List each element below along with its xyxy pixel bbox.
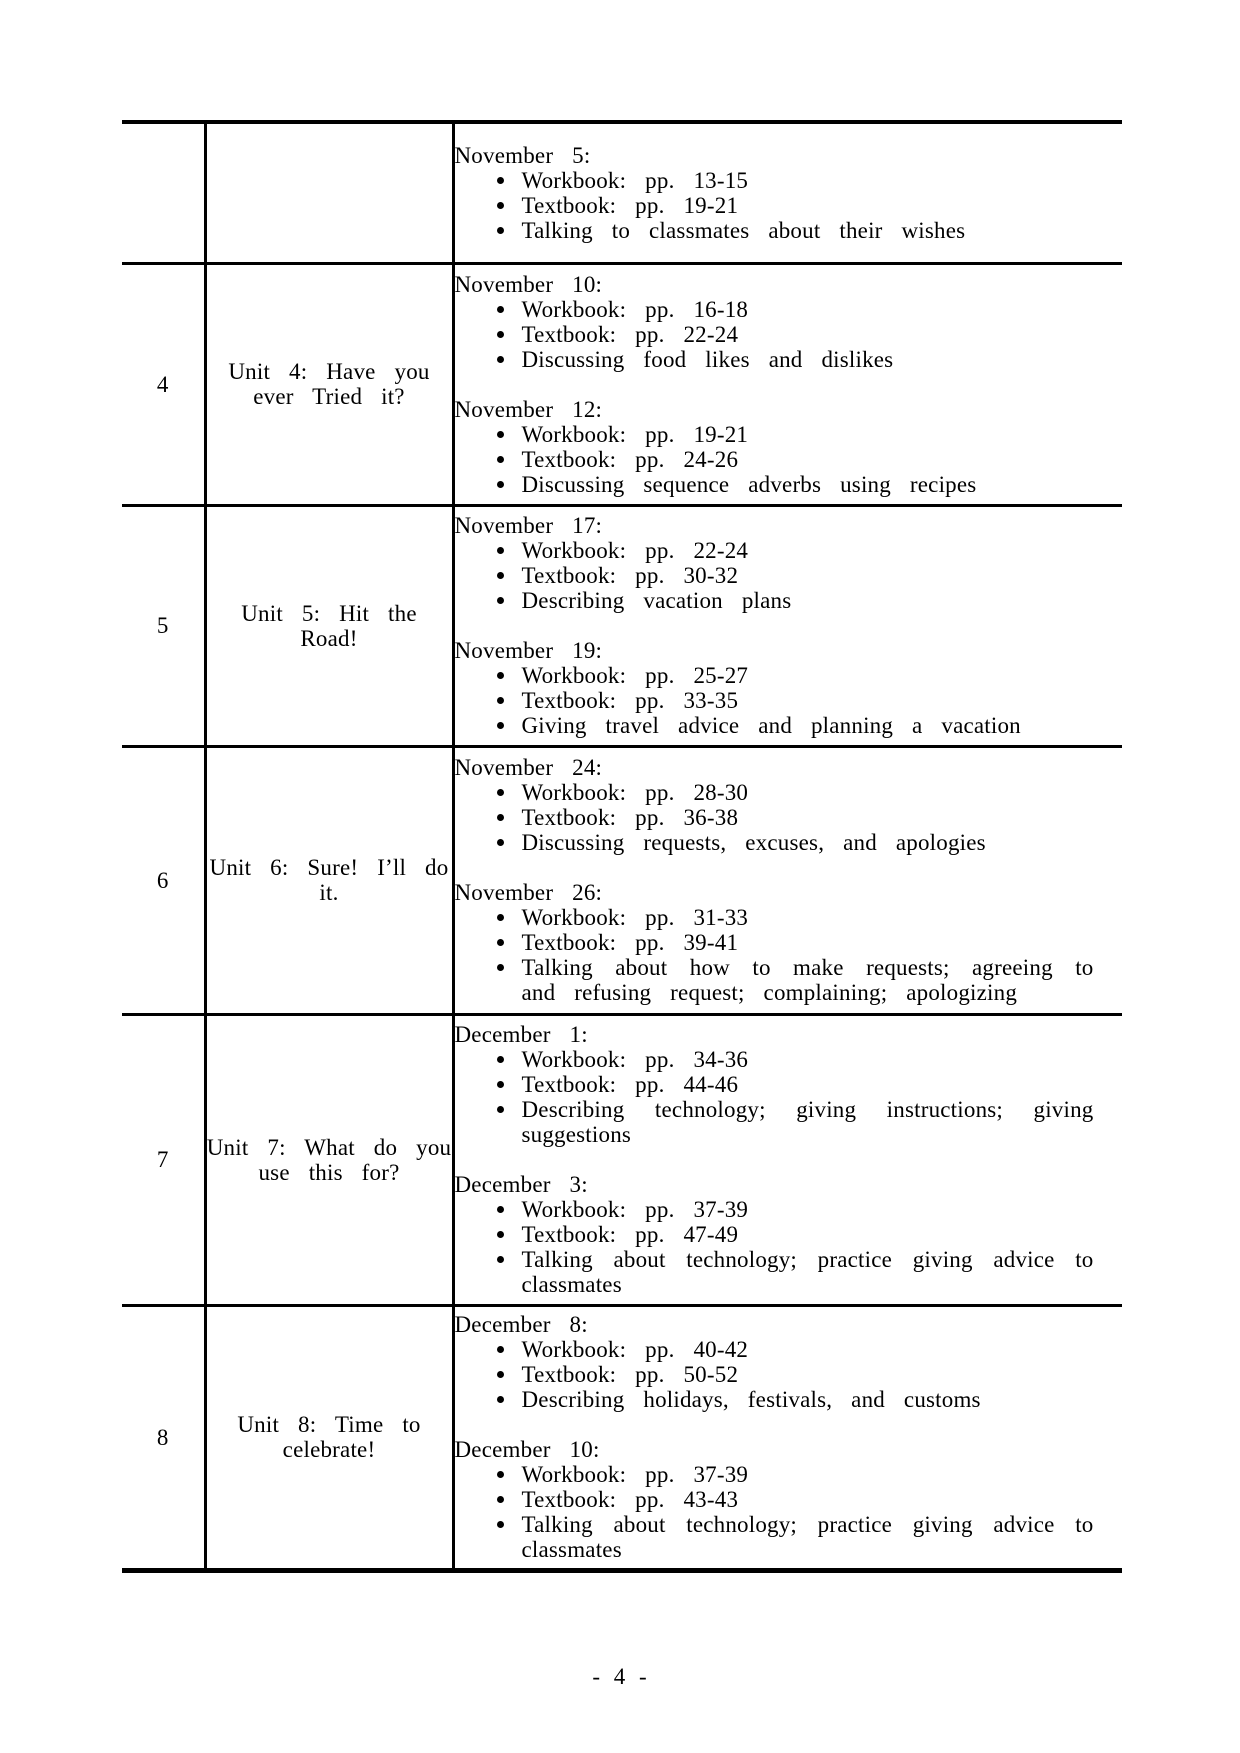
session-item: Workbook: pp. 16-18 [522, 297, 1094, 322]
session-block [455, 1172, 1123, 1297]
session-item-list [455, 422, 1123, 497]
week-number-cell: 4 [122, 263, 205, 505]
session-item-list [455, 905, 1123, 1005]
session-date: November 5: [454, 142, 591, 168]
session-date: December 3: [454, 1172, 588, 1197]
daily-plan-cell [453, 746, 1122, 1014]
session-item: Describing holidays, festivals, and customs [522, 1387, 1094, 1412]
session-item: Describing technology; giving instructions; giving suggestions [521, 1097, 1094, 1147]
session-block [455, 143, 1123, 243]
session-item: Textbook: pp. 36-38 [522, 805, 1094, 830]
session-date: December 8: [454, 1312, 588, 1337]
week-number-cell: 6 [122, 746, 205, 1014]
session-item: Textbook: pp. 22-24 [522, 322, 1094, 347]
session-date: November 12: [454, 396, 603, 422]
session-item: Describing vacation plans [522, 588, 1094, 613]
session-item: Talking about technology; practice giving advice to classmates [521, 1512, 1094, 1562]
daily-plan-cell [453, 263, 1122, 505]
session-item-list [455, 663, 1123, 738]
session-block [455, 272, 1123, 372]
session-item: Talking about technology; practice giving advice to classmates [521, 1247, 1094, 1297]
session-item: Workbook: pp. 22-24 [522, 538, 1094, 563]
session-item-list [455, 538, 1123, 613]
session-item: Textbook: pp. 24-26 [522, 447, 1094, 472]
table-row [122, 1305, 1122, 1570]
session-block [455, 755, 1123, 855]
session-item: Textbook: pp. 30-32 [522, 563, 1094, 588]
page-number: - 4 - [592, 1664, 648, 1689]
session-item: Workbook: pp. 40-42 [522, 1337, 1094, 1362]
session-date: November 26: [454, 880, 603, 905]
session-item: Workbook: pp. 25-27 [522, 663, 1094, 688]
session-date: November 10: [454, 271, 603, 297]
week-number-cell: 7 [122, 1014, 205, 1305]
session-item: Textbook: pp. 44-46 [522, 1072, 1094, 1097]
session-item: Textbook: pp. 47-49 [522, 1222, 1094, 1247]
unit-title-cell: Unit 4: Have you ever Tried it? [205, 263, 453, 505]
session-item-list [455, 1337, 1123, 1412]
session-item: Textbook: pp. 33-35 [522, 688, 1094, 713]
table-row [122, 1014, 1122, 1305]
daily-plan-cell [453, 1014, 1122, 1305]
session-item: Textbook: pp. 19-21 [522, 193, 1094, 218]
session-item: Workbook: pp. 19-21 [522, 422, 1094, 447]
session-item-list [455, 1462, 1123, 1562]
unit-title-cell: Unit 6: Sure! I’ll do it. [205, 746, 453, 1014]
session-date: November 24: [454, 755, 603, 780]
table-row [122, 122, 1122, 263]
session-block [455, 397, 1123, 497]
unit-title-cell: Unit 8: Time to celebrate! [205, 1305, 453, 1570]
table-row [122, 505, 1122, 746]
week-number-cell: 8 [122, 1305, 205, 1570]
unit-title-cell: Unit 5: Hit the Road! [205, 505, 453, 746]
session-item: Talking about how to make requests; agreeing to and refusing request; complaining; apologizing [521, 955, 1094, 1005]
unit-title-cell: Unit 7: What do you use this for? [205, 1014, 453, 1305]
session-item: Textbook: pp. 50-52 [522, 1362, 1094, 1387]
session-block [455, 638, 1123, 738]
table-row [122, 263, 1122, 505]
session-block [455, 1312, 1123, 1412]
session-item: Workbook: pp. 37-39 [522, 1462, 1094, 1487]
session-item-list [455, 1047, 1123, 1147]
session-item: Workbook: pp. 34-36 [522, 1047, 1094, 1072]
session-block [455, 1437, 1123, 1562]
session-item-list [455, 1197, 1123, 1297]
session-item: Workbook: pp. 37-39 [522, 1197, 1094, 1222]
session-item: Discussing requests, excuses, and apologies [522, 830, 1094, 855]
week-number-cell [122, 122, 205, 263]
session-item: Discussing food likes and dislikes [522, 347, 1094, 372]
session-item-list [455, 780, 1123, 855]
session-item: Giving travel advice and planning a vacation [522, 713, 1094, 738]
daily-plan-cell [453, 1305, 1122, 1570]
session-item: Textbook: pp. 43-43 [522, 1487, 1094, 1512]
session-item: Textbook: pp. 39-41 [522, 930, 1094, 955]
session-date: November 17: [454, 513, 603, 538]
session-block [455, 880, 1123, 1005]
week-number-cell: 5 [122, 505, 205, 746]
session-item: Discussing sequence adverbs using recipes [522, 472, 1094, 497]
table-row [122, 746, 1122, 1014]
daily-plan-cell [453, 505, 1122, 746]
course-schedule-table [122, 120, 1122, 1573]
session-item: Talking to classmates about their wishes [522, 218, 1094, 243]
session-item: Workbook: pp. 28-30 [522, 780, 1094, 805]
session-item-list [455, 297, 1123, 372]
session-item: Workbook: pp. 31-33 [522, 905, 1094, 930]
session-date: November 19: [454, 638, 603, 663]
session-block [455, 513, 1123, 613]
session-date: December 1: [454, 1022, 588, 1047]
session-item: Workbook: pp. 13-15 [522, 168, 1094, 193]
session-date: December 10: [454, 1437, 600, 1462]
session-block [455, 1022, 1123, 1147]
daily-plan-cell [453, 122, 1122, 263]
session-item-list [455, 168, 1123, 243]
unit-title-cell [205, 122, 453, 263]
